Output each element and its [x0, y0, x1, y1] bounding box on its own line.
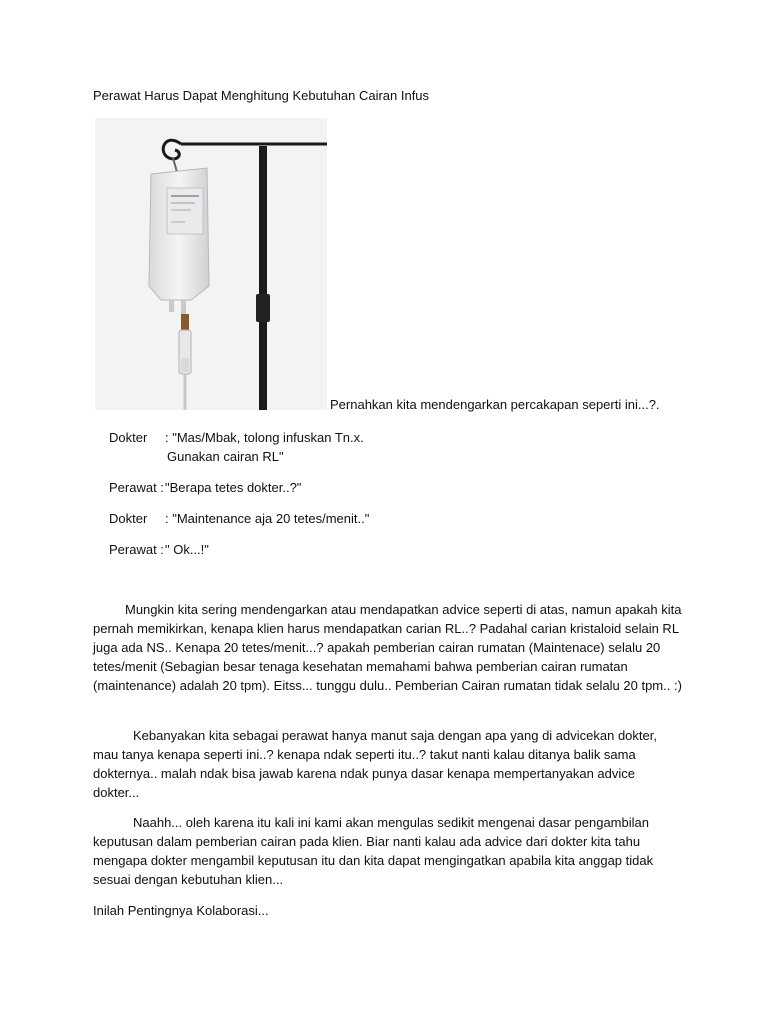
dialog-speaker: Dokter	[109, 511, 148, 526]
dialog-line	[109, 478, 301, 497]
dialog-speaker: Perawat :	[109, 480, 164, 495]
iv-drip-illustration	[95, 118, 327, 410]
dialog-text: : "Mas/Mbak, tolong infuskan Tn.x.	[165, 430, 364, 445]
dialog-speaker: Perawat :	[109, 542, 164, 557]
dialog-text: : "Maintenance aja 20 tetes/menit.."	[165, 511, 370, 526]
dialog-line	[109, 540, 209, 559]
document-title: Perawat Harus Dapat Menghitung Kebutuhan Cairan Infus	[93, 88, 430, 103]
body-paragraph	[93, 600, 683, 695]
dialog-line	[109, 509, 369, 528]
iv-bag-photo	[95, 118, 327, 410]
paragraph-text: Naahh... oleh karena itu kali ini kami akan mengulas sedikit mengenai dasar pengambilan keputusan dalam pemberian cairan pada klien. Biar nanti kalau ada advice dari dokter kita tahu mengapa dokter mengambil keputusan itu dan kita dapat mengingatkan apabila kita anggap tidak sesuai dengan kebutuhan klien...	[93, 815, 654, 887]
intro-sentence: Pernahkan kita mendengarkan percakapan seperti ini...?.	[330, 397, 660, 412]
dialog-text-continued: Gunakan cairan RL"	[167, 449, 284, 464]
paragraph-text: Mungkin kita sering mendengarkan atau mendapatkan advice seperti di atas, namun apakah kita pernah memikirkan, kenapa klien harus mendapatkan carian RL..? Padahal carian kristaloid selain RL juga ada NS.. Kenapa 20 tetes/menit...? apakah pemberian cairan rumatan (Maintenace) selalu 20 tetes/menit (Sebagian besar tenaga kesehatan memahami bahwa pemberian cairan rumatan (maintenance) adalah 20 tpm). Eitss... tunggu dulu.. Pemberian Cairan rumatan tidak selalu 20 tpm.. :)	[93, 602, 682, 693]
dialog-line	[109, 428, 364, 466]
dialog-text: "Berapa tetes dokter..?"	[165, 480, 302, 495]
body-paragraph	[93, 726, 683, 802]
closing-line	[93, 901, 683, 920]
body-paragraph	[93, 813, 683, 889]
dialog-speaker: Dokter	[109, 430, 148, 445]
paragraph-text: Inilah Pentingnya Kolaborasi...	[93, 903, 269, 918]
dialog-text: " Ok...!"	[165, 542, 209, 557]
paragraph-text: Kebanyakan kita sebagai perawat hanya manut saja dengan apa yang di advicekan dokter, mau tanya kenapa seperti ini..? kenapa ndak seperti itu..? takut nanti kalau ditanya balik sama dokternya.. malah ndak bisa jawab karena ndak punya dasar kenapa mempertanyakan advice dokter...	[93, 728, 657, 800]
